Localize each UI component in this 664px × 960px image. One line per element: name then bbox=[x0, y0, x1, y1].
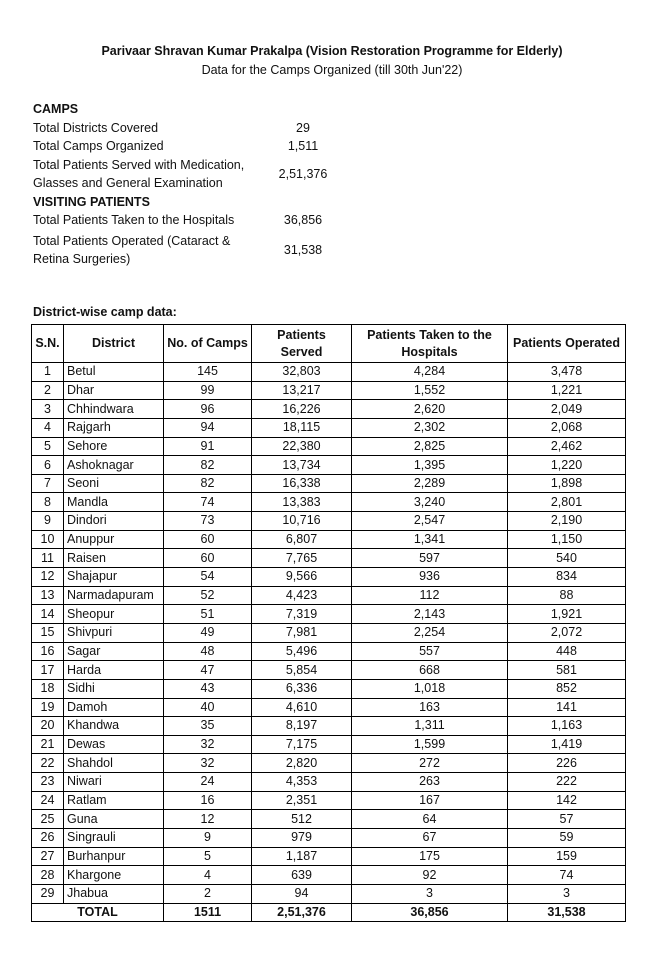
cell-camps: 32 bbox=[164, 754, 252, 773]
cell-hospitals: 2,289 bbox=[352, 474, 508, 493]
summary-row bbox=[33, 211, 393, 230]
cell-served: 13,217 bbox=[252, 381, 352, 400]
summary-label: Total Patients Operated (Cataract & Retina Surgeries) bbox=[33, 233, 231, 266]
cell-operated: 1,921 bbox=[508, 605, 626, 624]
cell-served: 2,820 bbox=[252, 754, 352, 773]
cell-sn: 8 bbox=[32, 493, 64, 512]
summary-row bbox=[33, 156, 393, 193]
cell-operated: 141 bbox=[508, 698, 626, 717]
total-row bbox=[32, 903, 626, 922]
cell-hospitals: 4,284 bbox=[352, 363, 508, 382]
cell-camps: 2 bbox=[164, 884, 252, 903]
cell-camps: 91 bbox=[164, 437, 252, 456]
table-row bbox=[32, 400, 626, 419]
cell-district: Shahdol bbox=[64, 754, 164, 773]
cell-sn: 6 bbox=[32, 456, 64, 475]
cell-hospitals: 167 bbox=[352, 791, 508, 810]
table-row bbox=[32, 866, 626, 885]
cell-camps: 94 bbox=[164, 418, 252, 437]
cell-district: Dhar bbox=[64, 381, 164, 400]
table-row bbox=[32, 474, 626, 493]
cell-sn: 29 bbox=[32, 884, 64, 903]
summary-row bbox=[33, 119, 393, 138]
cell-district: Raisen bbox=[64, 549, 164, 568]
cell-sn: 28 bbox=[32, 866, 64, 885]
cell-served: 7,175 bbox=[252, 735, 352, 754]
total-served: 2,51,376 bbox=[252, 903, 352, 922]
cell-hospitals: 1,018 bbox=[352, 679, 508, 698]
header-camps: No. of Camps bbox=[164, 325, 252, 363]
cell-sn: 16 bbox=[32, 642, 64, 661]
header-hospitals: Patients Taken to the Hospitals bbox=[352, 325, 508, 363]
table-row bbox=[32, 623, 626, 642]
cell-hospitals: 2,825 bbox=[352, 437, 508, 456]
cell-sn: 18 bbox=[32, 679, 64, 698]
cell-hospitals: 1,311 bbox=[352, 717, 508, 736]
cell-operated: 74 bbox=[508, 866, 626, 885]
cell-sn: 10 bbox=[32, 530, 64, 549]
cell-camps: 40 bbox=[164, 698, 252, 717]
table-row bbox=[32, 847, 626, 866]
cell-camps: 9 bbox=[164, 829, 252, 848]
summary-row bbox=[33, 232, 393, 269]
cell-sn: 27 bbox=[32, 847, 64, 866]
page-title: Parivaar Shravan Kumar Prakalpa (Vision Restoration Programme for Elderly) bbox=[101, 44, 563, 58]
cell-served: 18,115 bbox=[252, 418, 352, 437]
cell-sn: 9 bbox=[32, 512, 64, 531]
cell-served: 22,380 bbox=[252, 437, 352, 456]
cell-hospitals: 1,395 bbox=[352, 456, 508, 475]
cell-served: 979 bbox=[252, 829, 352, 848]
cell-operated: 222 bbox=[508, 773, 626, 792]
cell-operated: 2,801 bbox=[508, 493, 626, 512]
cell-sn: 17 bbox=[32, 661, 64, 680]
cell-hospitals: 272 bbox=[352, 754, 508, 773]
cell-camps: 4 bbox=[164, 866, 252, 885]
table-row bbox=[32, 512, 626, 531]
cell-operated: 1,898 bbox=[508, 474, 626, 493]
cell-hospitals: 1,599 bbox=[352, 735, 508, 754]
cell-district: Sheopur bbox=[64, 605, 164, 624]
summary-section bbox=[33, 100, 393, 269]
cell-district: Jhabua bbox=[64, 884, 164, 903]
total-hospitals: 36,856 bbox=[352, 903, 508, 922]
cell-served: 1,187 bbox=[252, 847, 352, 866]
cell-district: Khandwa bbox=[64, 717, 164, 736]
table-row bbox=[32, 456, 626, 475]
cell-district: Shajapur bbox=[64, 568, 164, 587]
district-section-title: District-wise camp data: bbox=[33, 305, 177, 319]
cell-district: Sidhi bbox=[64, 679, 164, 698]
cell-served: 512 bbox=[252, 810, 352, 829]
cell-district: Anuppur bbox=[64, 530, 164, 549]
table-header-row bbox=[32, 325, 626, 363]
cell-camps: 60 bbox=[164, 530, 252, 549]
table-row bbox=[32, 568, 626, 587]
cell-hospitals: 668 bbox=[352, 661, 508, 680]
cell-operated: 834 bbox=[508, 568, 626, 587]
cell-camps: 5 bbox=[164, 847, 252, 866]
cell-hospitals: 2,620 bbox=[352, 400, 508, 419]
summary-label: Total Camps Organized bbox=[33, 139, 164, 153]
cell-served: 5,496 bbox=[252, 642, 352, 661]
cell-served: 8,197 bbox=[252, 717, 352, 736]
cell-operated: 226 bbox=[508, 754, 626, 773]
cell-district: Dewas bbox=[64, 735, 164, 754]
cell-sn: 26 bbox=[32, 829, 64, 848]
cell-served: 6,807 bbox=[252, 530, 352, 549]
table-row bbox=[32, 884, 626, 903]
cell-hospitals: 67 bbox=[352, 829, 508, 848]
cell-operated: 540 bbox=[508, 549, 626, 568]
table-row bbox=[32, 549, 626, 568]
cell-district: Burhanpur bbox=[64, 847, 164, 866]
cell-hospitals: 3 bbox=[352, 884, 508, 903]
cell-sn: 15 bbox=[32, 623, 64, 642]
summary-value: 36,856 bbox=[283, 213, 323, 228]
cell-served: 4,353 bbox=[252, 773, 352, 792]
header-operated: Patients Operated bbox=[508, 325, 626, 363]
summary-value: 31,538 bbox=[283, 243, 323, 257]
cell-served: 6,336 bbox=[252, 679, 352, 698]
cell-sn: 7 bbox=[32, 474, 64, 493]
cell-camps: 96 bbox=[164, 400, 252, 419]
table-row bbox=[32, 773, 626, 792]
page-subtitle: Data for the Camps Organized (till 30th Jun'22) bbox=[201, 63, 463, 77]
cell-hospitals: 557 bbox=[352, 642, 508, 661]
table-row bbox=[32, 735, 626, 754]
cell-district: Seoni bbox=[64, 474, 164, 493]
table-row bbox=[32, 698, 626, 717]
cell-served: 2,351 bbox=[252, 791, 352, 810]
cell-camps: 82 bbox=[164, 474, 252, 493]
cell-operated: 59 bbox=[508, 829, 626, 848]
cell-hospitals: 263 bbox=[352, 773, 508, 792]
cell-camps: 47 bbox=[164, 661, 252, 680]
cell-camps: 51 bbox=[164, 605, 252, 624]
camps-heading: CAMPS bbox=[33, 102, 79, 116]
cell-camps: 74 bbox=[164, 493, 252, 512]
cell-operated: 57 bbox=[508, 810, 626, 829]
cell-operated: 1,220 bbox=[508, 456, 626, 475]
cell-operated: 581 bbox=[508, 661, 626, 680]
summary-label: Total Patients Taken to the Hospitals bbox=[33, 213, 235, 227]
cell-hospitals: 112 bbox=[352, 586, 508, 605]
cell-operated: 3,478 bbox=[508, 363, 626, 382]
summary-value: 1,511 bbox=[287, 139, 319, 154]
cell-served: 639 bbox=[252, 866, 352, 885]
cell-camps: 35 bbox=[164, 717, 252, 736]
table-row bbox=[32, 810, 626, 829]
cell-district: Guna bbox=[64, 810, 164, 829]
cell-sn: 2 bbox=[32, 381, 64, 400]
table-row bbox=[32, 661, 626, 680]
cell-district: Sehore bbox=[64, 437, 164, 456]
cell-camps: 48 bbox=[164, 642, 252, 661]
cell-served: 9,566 bbox=[252, 568, 352, 587]
cell-hospitals: 3,240 bbox=[352, 493, 508, 512]
cell-hospitals: 2,302 bbox=[352, 418, 508, 437]
cell-district: Betul bbox=[64, 363, 164, 382]
cell-operated: 2,462 bbox=[508, 437, 626, 456]
cell-served: 4,423 bbox=[252, 586, 352, 605]
cell-hospitals: 92 bbox=[352, 866, 508, 885]
table-row bbox=[32, 754, 626, 773]
cell-district: Sagar bbox=[64, 642, 164, 661]
cell-hospitals: 1,341 bbox=[352, 530, 508, 549]
cell-served: 5,854 bbox=[252, 661, 352, 680]
cell-camps: 16 bbox=[164, 791, 252, 810]
cell-camps: 60 bbox=[164, 549, 252, 568]
cell-served: 13,734 bbox=[252, 456, 352, 475]
table-row bbox=[32, 679, 626, 698]
cell-operated: 1,419 bbox=[508, 735, 626, 754]
cell-camps: 32 bbox=[164, 735, 252, 754]
cell-camps: 52 bbox=[164, 586, 252, 605]
cell-served: 16,226 bbox=[252, 400, 352, 419]
summary-value: 2,51,376 bbox=[278, 167, 328, 181]
cell-district: Mandla bbox=[64, 493, 164, 512]
cell-district: Khargone bbox=[64, 866, 164, 885]
visiting-heading: VISITING PATIENTS bbox=[33, 194, 150, 209]
table-row bbox=[32, 586, 626, 605]
cell-district: Chhindwara bbox=[64, 400, 164, 419]
cell-operated: 88 bbox=[508, 586, 626, 605]
cell-district: Ratlam bbox=[64, 791, 164, 810]
cell-sn: 1 bbox=[32, 363, 64, 382]
total-operated: 31,538 bbox=[508, 903, 626, 922]
cell-sn: 20 bbox=[32, 717, 64, 736]
cell-camps: 24 bbox=[164, 773, 252, 792]
cell-district: Shivpuri bbox=[64, 623, 164, 642]
table-row bbox=[32, 829, 626, 848]
table-row bbox=[32, 791, 626, 810]
cell-sn: 13 bbox=[32, 586, 64, 605]
cell-district: Rajgarh bbox=[64, 418, 164, 437]
cell-camps: 54 bbox=[164, 568, 252, 587]
cell-hospitals: 597 bbox=[352, 549, 508, 568]
cell-hospitals: 163 bbox=[352, 698, 508, 717]
cell-operated: 3 bbox=[508, 884, 626, 903]
cell-served: 16,338 bbox=[252, 474, 352, 493]
cell-hospitals: 2,254 bbox=[352, 623, 508, 642]
cell-sn: 4 bbox=[32, 418, 64, 437]
cell-camps: 99 bbox=[164, 381, 252, 400]
cell-sn: 12 bbox=[32, 568, 64, 587]
cell-sn: 22 bbox=[32, 754, 64, 773]
cell-operated: 2,190 bbox=[508, 512, 626, 531]
cell-served: 94 bbox=[252, 884, 352, 903]
table-row bbox=[32, 437, 626, 456]
cell-camps: 12 bbox=[164, 810, 252, 829]
summary-row bbox=[33, 137, 393, 156]
cell-hospitals: 2,143 bbox=[352, 605, 508, 624]
table-body bbox=[32, 363, 626, 904]
cell-sn: 5 bbox=[32, 437, 64, 456]
table-row bbox=[32, 605, 626, 624]
cell-sn: 24 bbox=[32, 791, 64, 810]
cell-district: Dindori bbox=[64, 512, 164, 531]
summary-label: Total Districts Covered bbox=[33, 120, 159, 135]
cell-served: 7,319 bbox=[252, 605, 352, 624]
cell-hospitals: 175 bbox=[352, 847, 508, 866]
table-row bbox=[32, 642, 626, 661]
cell-served: 4,610 bbox=[252, 698, 352, 717]
cell-operated: 1,163 bbox=[508, 717, 626, 736]
cell-operated: 448 bbox=[508, 642, 626, 661]
district-table bbox=[31, 324, 626, 922]
cell-district: Narmadapuram bbox=[64, 586, 164, 605]
cell-camps: 73 bbox=[164, 512, 252, 531]
cell-operated: 852 bbox=[508, 679, 626, 698]
cell-hospitals: 936 bbox=[352, 568, 508, 587]
total-label: TOTAL bbox=[32, 903, 164, 922]
header-served: Patients Served bbox=[252, 325, 352, 363]
table-row bbox=[32, 493, 626, 512]
table-row bbox=[32, 363, 626, 382]
cell-sn: 3 bbox=[32, 400, 64, 419]
cell-operated: 159 bbox=[508, 847, 626, 866]
cell-served: 10,716 bbox=[252, 512, 352, 531]
cell-hospitals: 2,547 bbox=[352, 512, 508, 531]
cell-sn: 25 bbox=[32, 810, 64, 829]
cell-operated: 2,068 bbox=[508, 418, 626, 437]
cell-served: 7,981 bbox=[252, 623, 352, 642]
cell-operated: 2,072 bbox=[508, 623, 626, 642]
cell-district: Ashoknagar bbox=[64, 456, 164, 475]
cell-hospitals: 1,552 bbox=[352, 381, 508, 400]
cell-sn: 21 bbox=[32, 735, 64, 754]
cell-operated: 1,221 bbox=[508, 381, 626, 400]
cell-camps: 43 bbox=[164, 679, 252, 698]
summary-value: 29 bbox=[296, 120, 310, 135]
table-row bbox=[32, 530, 626, 549]
cell-sn: 19 bbox=[32, 698, 64, 717]
table-row bbox=[32, 381, 626, 400]
cell-served: 32,803 bbox=[252, 363, 352, 382]
cell-served: 13,383 bbox=[252, 493, 352, 512]
cell-district: Singrauli bbox=[64, 829, 164, 848]
cell-operated: 2,049 bbox=[508, 400, 626, 419]
cell-district: Damoh bbox=[64, 698, 164, 717]
header-sn: S.N. bbox=[32, 325, 64, 363]
cell-hospitals: 64 bbox=[352, 810, 508, 829]
header-district: District bbox=[64, 325, 164, 363]
table-row bbox=[32, 418, 626, 437]
cell-served: 7,765 bbox=[252, 549, 352, 568]
summary-label: Total Patients Served with Medication, Glasses and General Examination bbox=[33, 157, 245, 190]
cell-operated: 1,150 bbox=[508, 530, 626, 549]
cell-sn: 14 bbox=[32, 605, 64, 624]
cell-district: Harda bbox=[64, 661, 164, 680]
table-row bbox=[32, 717, 626, 736]
cell-sn: 11 bbox=[32, 549, 64, 568]
total-camps: 1511 bbox=[164, 903, 252, 922]
cell-sn: 23 bbox=[32, 773, 64, 792]
cell-camps: 49 bbox=[164, 623, 252, 642]
cell-camps: 82 bbox=[164, 456, 252, 475]
cell-district: Niwari bbox=[64, 773, 164, 792]
cell-operated: 142 bbox=[508, 791, 626, 810]
cell-camps: 145 bbox=[164, 363, 252, 382]
